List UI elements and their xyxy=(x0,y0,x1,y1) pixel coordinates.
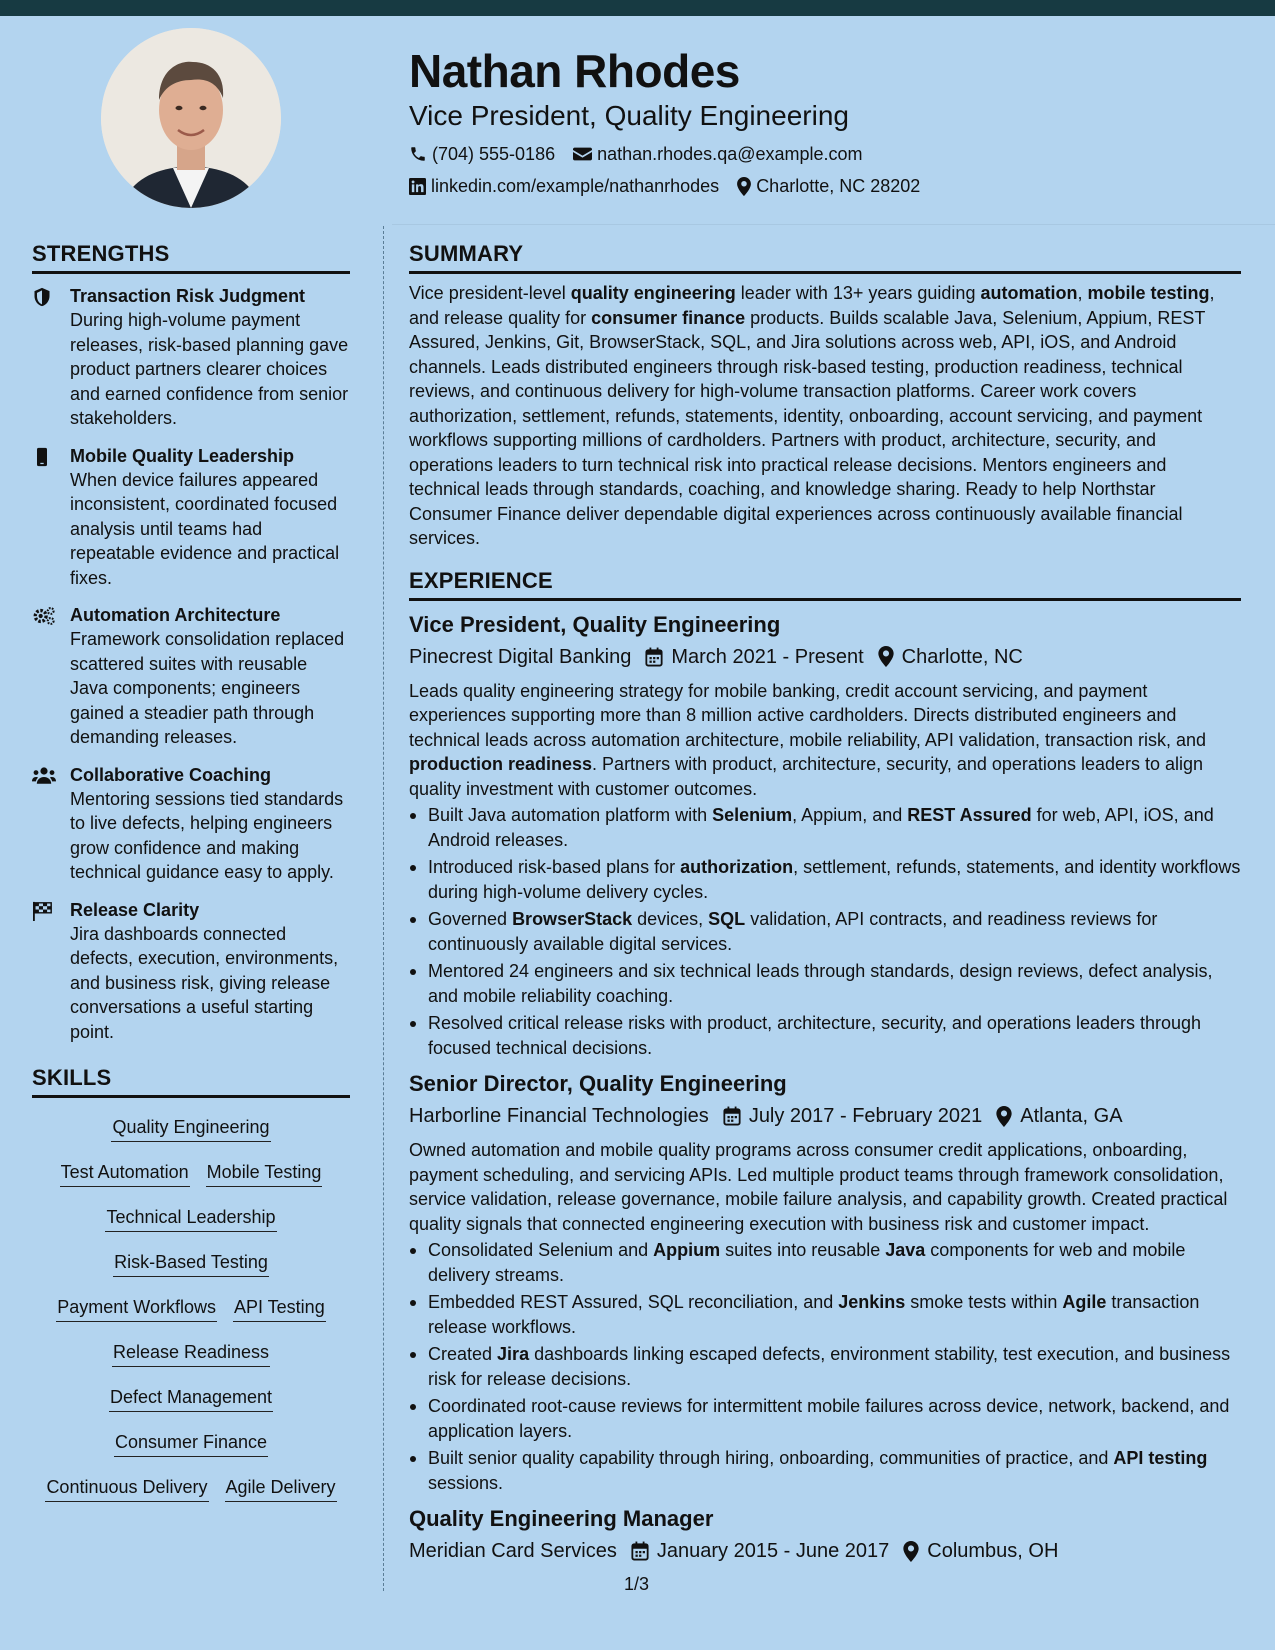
map-pin-icon xyxy=(878,646,894,667)
job-dates-text: July 2017 - February 2021 xyxy=(748,1105,983,1127)
strength-item xyxy=(32,898,350,1045)
mobile-phone-icon xyxy=(32,447,52,467)
skill-tag: Consumer Finance xyxy=(114,1430,268,1457)
location-text: Charlotte, NC 28202 xyxy=(756,176,921,196)
calendar-icon xyxy=(645,647,663,667)
job-dates-text: March 2021 - Present xyxy=(671,645,864,668)
company-name: Harborline Financial Technologies xyxy=(409,1105,709,1127)
job-bullet: Governed BrowserStack devices, SQL validation, API contracts, and readiness reviews for continuously available digital services. xyxy=(409,907,1241,956)
map-pin-icon xyxy=(903,1541,919,1562)
checkered-flag-icon xyxy=(32,901,54,921)
profile-photo xyxy=(101,28,281,208)
strength-title: Transaction Risk Judgment xyxy=(70,286,306,306)
skill-row xyxy=(32,1421,350,1466)
strength-title: Release Clarity xyxy=(70,899,200,920)
job-dates xyxy=(723,1102,982,1130)
job-entry xyxy=(409,1505,1241,1565)
calendar-icon xyxy=(631,1541,649,1561)
strength-title: Mobile Quality Leadership xyxy=(70,445,295,466)
top-accent-bar xyxy=(0,0,1275,16)
skills-heading: SKILLS xyxy=(32,1064,350,1098)
column-divider xyxy=(383,226,384,1591)
job-dates xyxy=(645,643,863,671)
phone-contact[interactable] xyxy=(409,142,555,166)
job-meta xyxy=(409,1102,1241,1130)
users-icon xyxy=(32,766,56,784)
contact-row-2 xyxy=(409,174,1249,198)
job-bullet: Built senior quality capability through hiring, onboarding, communities of practice, and API testing sessions. xyxy=(409,1446,1241,1495)
gears-icon xyxy=(32,606,56,626)
job-location xyxy=(996,1102,1122,1130)
skill-tag: Mobile Testing xyxy=(206,1160,323,1187)
job-title: Vice President, Quality Engineering xyxy=(409,611,781,637)
phone-text: (704) 555-0186 xyxy=(432,144,556,164)
linkedin-text: linkedin.com/example/nathanrhodes xyxy=(431,176,720,196)
contact-row-1 xyxy=(409,142,1249,166)
job-bullet: Introduced risk-based plans for authorization, settlement, refunds, statements, and identity workflows during high-volume delivery cycles. xyxy=(409,855,1241,904)
job-title: Quality Engineering Manager xyxy=(409,1506,714,1531)
map-pin-icon xyxy=(737,177,751,196)
job-bullet: Embedded REST Assured, SQL reconciliation, and Jenkins smoke tests within Agile transaction release workflows. xyxy=(409,1290,1241,1339)
shield-icon xyxy=(32,287,52,307)
strength-item xyxy=(32,763,350,885)
job-location xyxy=(878,643,1023,671)
phone-icon xyxy=(409,145,427,163)
job-entry xyxy=(409,1070,1241,1495)
skill-tag: API Testing xyxy=(233,1295,326,1322)
skill-tag: Release Readiness xyxy=(112,1340,270,1367)
job-description: Leads quality engineering strategy for mobile banking, credit account servicing, and payment experiences supporting more than 8 million active cardholders. Directs distributed engineers and technical leads across automation architecture, mobile reliability, API validation, transaction risk, and production readiness. Partners with product, architecture, security, and operations leaders to align quality investment with customer outcomes. xyxy=(409,680,1207,799)
skill-row xyxy=(32,1151,350,1196)
linkedin-icon xyxy=(409,178,426,195)
job-meta xyxy=(409,643,1241,671)
skill-row xyxy=(32,1331,350,1376)
skill-row xyxy=(32,1196,350,1241)
resume-header xyxy=(409,42,1249,198)
job-entry xyxy=(409,611,1241,1061)
strength-text: Mentoring sessions tied standards to live defects, helping engineers grow confidence and making technical guidance easy to apply. xyxy=(70,788,344,882)
candidate-name: Nathan Rhodes xyxy=(409,45,740,97)
company-name: Meridian Card Services xyxy=(409,1540,617,1562)
job-dates-text: January 2015 - June 2017 xyxy=(656,1540,890,1562)
job-location-text: Columbus, OH xyxy=(927,1540,1059,1562)
job-title: Senior Director, Quality Engineering xyxy=(409,1071,787,1096)
email-text: nathan.rhodes.qa@example.com xyxy=(597,144,863,164)
skill-row xyxy=(32,1466,350,1511)
skill-tag: Defect Management xyxy=(109,1385,273,1412)
strength-item xyxy=(32,444,350,591)
job-meta xyxy=(409,1537,1241,1565)
skill-row xyxy=(32,1286,350,1331)
left-column xyxy=(32,240,350,1511)
strength-title: Automation Architecture xyxy=(70,605,281,625)
strength-item xyxy=(32,284,350,431)
skill-row xyxy=(32,1241,350,1286)
skill-tag: Payment Workflows xyxy=(56,1295,217,1322)
job-bullets xyxy=(409,1238,1241,1495)
skill-row xyxy=(32,1376,350,1421)
linkedin-contact[interactable] xyxy=(409,174,719,198)
company-name: Pinecrest Digital Banking xyxy=(409,645,632,668)
strength-text: When device failures appeared inconsistent, coordinated focused analysis until teams had repeatable evidence and practical fixes. xyxy=(70,469,340,588)
job-location-text: Charlotte, NC xyxy=(901,645,1023,668)
job-bullet: Consolidated Selenium and Appium suites into reusable Java components for web and mobile delivery streams. xyxy=(409,1238,1241,1287)
location-contact xyxy=(737,174,920,198)
email-contact[interactable] xyxy=(573,142,862,166)
strength-title: Collaborative Coaching xyxy=(70,764,272,785)
envelope-icon xyxy=(573,146,592,162)
summary-text: Vice president-level quality engineering leader with 13+ years guiding automation, mobile testing, and release quality for consumer finance products. Builds scalable Java, Selenium, Appium, REST Assured, Jenkins, Git, BrowserStack, SQL, and Jira solutions across web, API, iOS, and Android channels. Leads distributed engineers through risk-based testing, production readiness, technical reviews, and continuous delivery for high-volume transaction platforms. Career work covers authorization, settlement, refunds, statements, identity, onboarding, account servicing, and payment workflows supporting millions of cardholders. Partners with product, architecture, security, and operations leaders to turn technical risk into practical release decisions. Mentors engineers and technical leads through standards, coaching, and knowledge sharing. Ready to help Northstar Consumer Finance deliver dependable digital experiences across continuously available financial services. xyxy=(409,283,1215,548)
skill-tag: Continuous Delivery xyxy=(45,1475,208,1502)
strength-item xyxy=(32,603,350,750)
job-location-text: Atlanta, GA xyxy=(1020,1105,1123,1127)
right-column xyxy=(409,240,1241,1565)
job-dates xyxy=(631,1537,889,1565)
summary-heading: SUMMARY xyxy=(409,240,1241,274)
job-description: Owned automation and mobile quality programs across consumer credit applications, onboarding, payment scheduling, and servicing APIs. Led multiple product teams through framework consolidation, service validation, release governance, mobile failure analysis, and capability growth. Created practical quality signals that connected engineering execution with business risk and customer impact. xyxy=(409,1140,1228,1234)
job-location xyxy=(903,1537,1058,1565)
strength-text: Jira dashboards connected defects, execution, environments, and business risk, giving release conversations a useful starting point. xyxy=(70,923,339,1042)
job-bullet: Mentored 24 engineers and six technical leads through standards, design reviews, defect analysis, and mobile reliability coaching. xyxy=(409,959,1241,1008)
experience-list xyxy=(409,611,1241,1566)
skill-tag: Risk-Based Testing xyxy=(113,1250,269,1277)
skill-tag: Technical Leadership xyxy=(105,1205,276,1232)
skill-tag: Quality Engineering xyxy=(111,1115,270,1142)
skill-tag: Test Automation xyxy=(60,1160,190,1187)
job-bullet: Coordinated root-cause reviews for intermittent mobile failures across device, network, backend, and application layers. xyxy=(409,1394,1241,1443)
strength-text: During high-volume payment releases, risk-based planning gave product partners clearer choices and earned confidence from senior stakeholders. xyxy=(70,310,349,428)
job-bullets xyxy=(409,803,1241,1060)
strengths-heading: STRENGTHS xyxy=(32,240,350,274)
page-number: 1/3 xyxy=(624,1574,650,1594)
map-pin-icon xyxy=(996,1106,1012,1127)
skills-list xyxy=(32,1106,350,1511)
strength-text: Framework consolidation replaced scattered suites with reusable Java components; engineers gained a steadier path through demanding releases. xyxy=(70,629,345,747)
job-bullet: Created Jira dashboards linking escaped defects, environment stability, test execution, and business risk for release decisions. xyxy=(409,1342,1241,1391)
candidate-title: Vice President, Quality Engineering xyxy=(409,100,849,131)
header-divider xyxy=(392,224,1275,225)
job-bullet: Built Java automation platform with Selenium, Appium, and REST Assured for web, API, iOS, and Android releases. xyxy=(409,803,1241,852)
experience-heading: EXPERIENCE xyxy=(409,567,1241,601)
skill-row xyxy=(32,1106,350,1151)
strengths-list xyxy=(32,284,350,1044)
calendar-icon xyxy=(723,1106,741,1126)
skill-tag: Agile Delivery xyxy=(225,1475,337,1502)
job-bullet: Resolved critical release risks with product, architecture, security, and operations leaders through focused technical decisions. xyxy=(409,1011,1241,1060)
